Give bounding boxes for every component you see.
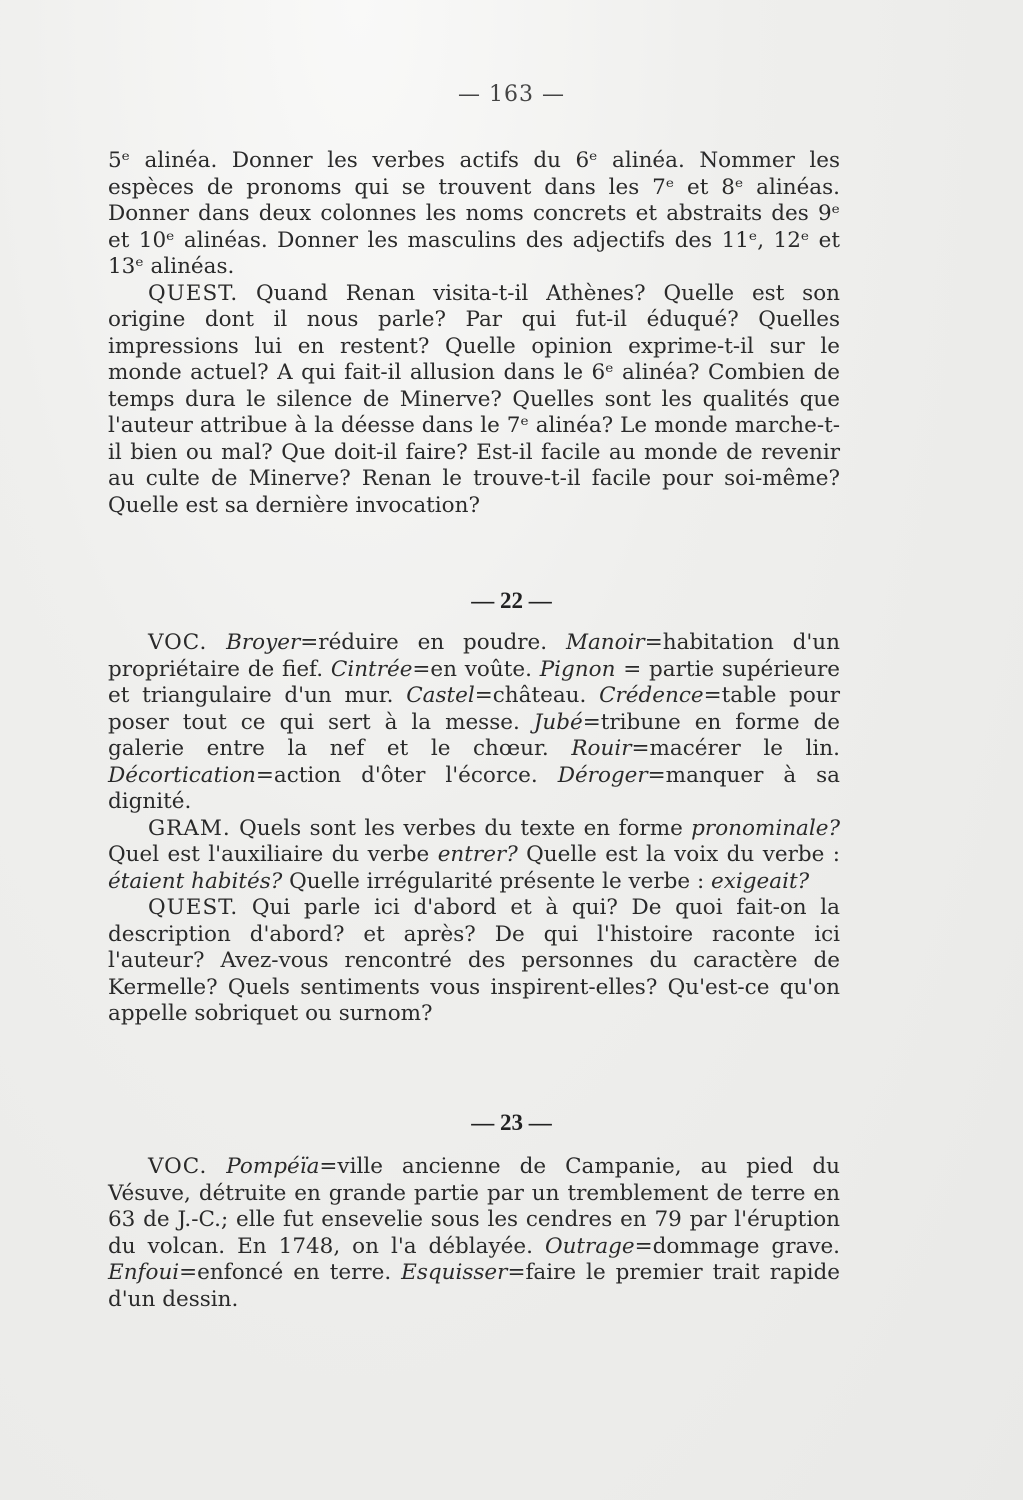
exercise-block-21 — [108, 148, 840, 519]
gram-text: Quelle est la voix du verbe : — [517, 842, 840, 867]
grammar-paragraph — [108, 816, 840, 896]
voc-term: Déroger — [557, 762, 648, 788]
exercise-block-23 — [108, 1154, 840, 1313]
voc-term: Jubé — [533, 709, 583, 735]
voc-term: Cintrée — [330, 656, 413, 682]
gram-italic: entrer? — [437, 842, 518, 867]
voc-term: Crédence — [599, 683, 704, 708]
voc-term: Décortication — [108, 762, 256, 788]
gram-text: Quelle irrégularité présente le verbe : — [282, 868, 712, 894]
quest-label: QUEST. — [148, 280, 239, 306]
voc-def: =château. — [474, 683, 587, 708]
vocabulary-paragraph — [108, 630, 840, 816]
voc-term: Broyer — [226, 630, 301, 655]
gram-italic: exigeait? — [711, 868, 810, 894]
voc-label: VOC. — [148, 630, 208, 655]
exercise-block-22 — [108, 630, 840, 1028]
vocabulary-paragraph — [108, 1154, 840, 1313]
quest-text: Quand Renan visita-t-il Athènes? Quelle est son origine dont il nous parle? Par qui fut-il éduqué? Quelles impressions lui en restent? Quelle opinion exprime-t-il sur le monde actuel? A qui fait-il allusion dans le 6ᵉ alinéa? Combien de temps dura le silence de Minerve? Quelles sont les qualités que l'auteur attribue à la déesse dans le 7ᵉ alinéa? Le monde marche-t-il bien ou mal? Que doit-il faire? Est-il facile au monde de revenir au culte de Minerve? Renan le trouve-t-il facile pour soi-même? Quelle est sa dernière invocation? — [108, 280, 840, 518]
voc-def: =manquer à sa dignité. — [108, 762, 840, 814]
voc-term: Outrage — [544, 1233, 635, 1259]
gram-label: GRAM. — [148, 815, 231, 841]
voc-def: =faire le premier trait rapide d'un dessin. — [108, 1260, 840, 1312]
gram-text: Quels sont les verbes du texte en forme — [230, 815, 692, 841]
voc-def: =table pour poser tout ce qui sert à la messe. — [108, 683, 840, 735]
voc-term: Rouir — [571, 736, 632, 761]
voc-def: =tribune en forme de galerie entre la nef et le chœur. — [108, 709, 841, 761]
section-heading-22: — 22 — — [471, 588, 552, 613]
voc-term: Manoir — [565, 630, 645, 655]
gram-italic: étaient habités? — [108, 868, 283, 894]
voc-def: =réduire en poudre. — [300, 630, 548, 655]
gram-text: Quel est l'auxiliaire du verbe — [108, 842, 438, 867]
voc-label: VOC. — [148, 1154, 208, 1179]
voc-term: Pompéïa — [226, 1154, 320, 1179]
gram-italic: pronominale? — [691, 815, 840, 841]
grammar-paragraph: 5ᵉ alinéa. Donner les verbes actifs du 6ᵉ alinéa. Nommer les espèces de pronoms qui se trouvent dans les 7ᵉ et 8ᵉ alinéas. Donner dans deux colonnes les noms concrets et abstraits des 9ᵉ et 10ᵉ alinéas. Donner les masculins des adjectifs des 11ᵉ, 12ᵉ et 13ᵉ alinéas. — [108, 148, 840, 279]
voc-def: =habitation d'un propriétaire de fief. — [108, 630, 840, 682]
quest-label: QUEST. — [148, 895, 239, 920]
voc-def: =enfoncé en terre. — [179, 1260, 392, 1285]
page-number: — 163 — — [458, 82, 565, 107]
voc-def: =en voûte. — [412, 656, 532, 682]
voc-term: Enfoui — [108, 1260, 180, 1285]
section-heading-23: — 23 — — [471, 1110, 552, 1135]
voc-term: Pignon — [539, 656, 616, 682]
questions-paragraph — [108, 895, 840, 1028]
voc-term: Castel — [406, 683, 475, 708]
voc-def: =macérer le lin. — [631, 736, 840, 761]
voc-def: = partie supérieure et triangulaire d'un mur. — [108, 656, 840, 708]
quest-text: Qui parle ici d'abord et à qui? De quoi fait-on la description d'abord? et après? De qui l'histoire raconte ici l'auteur? Avez-vous rencontré des personnes du caractère de Kermelle? Quels sentiments vous inspirent-elles? Qu'est-ce qu'on appelle sobriquet ou surnom? — [108, 895, 840, 1026]
questions-paragraph — [108, 281, 840, 520]
voc-def: =dommage grave. — [634, 1233, 840, 1259]
voc-term: Esquisser — [401, 1260, 508, 1285]
voc-def: =ville ancienne de Campanie, au pied du Vésuve, détruite en grande partie par un tremblement de terre en 63 de J.-C.; elle fut ensevelie sous les cendres en 79 par l'éruption du volcan. En 1748, on l'a déblayée. — [108, 1154, 840, 1259]
voc-def: =action d'ôter l'écorce. — [255, 762, 538, 788]
